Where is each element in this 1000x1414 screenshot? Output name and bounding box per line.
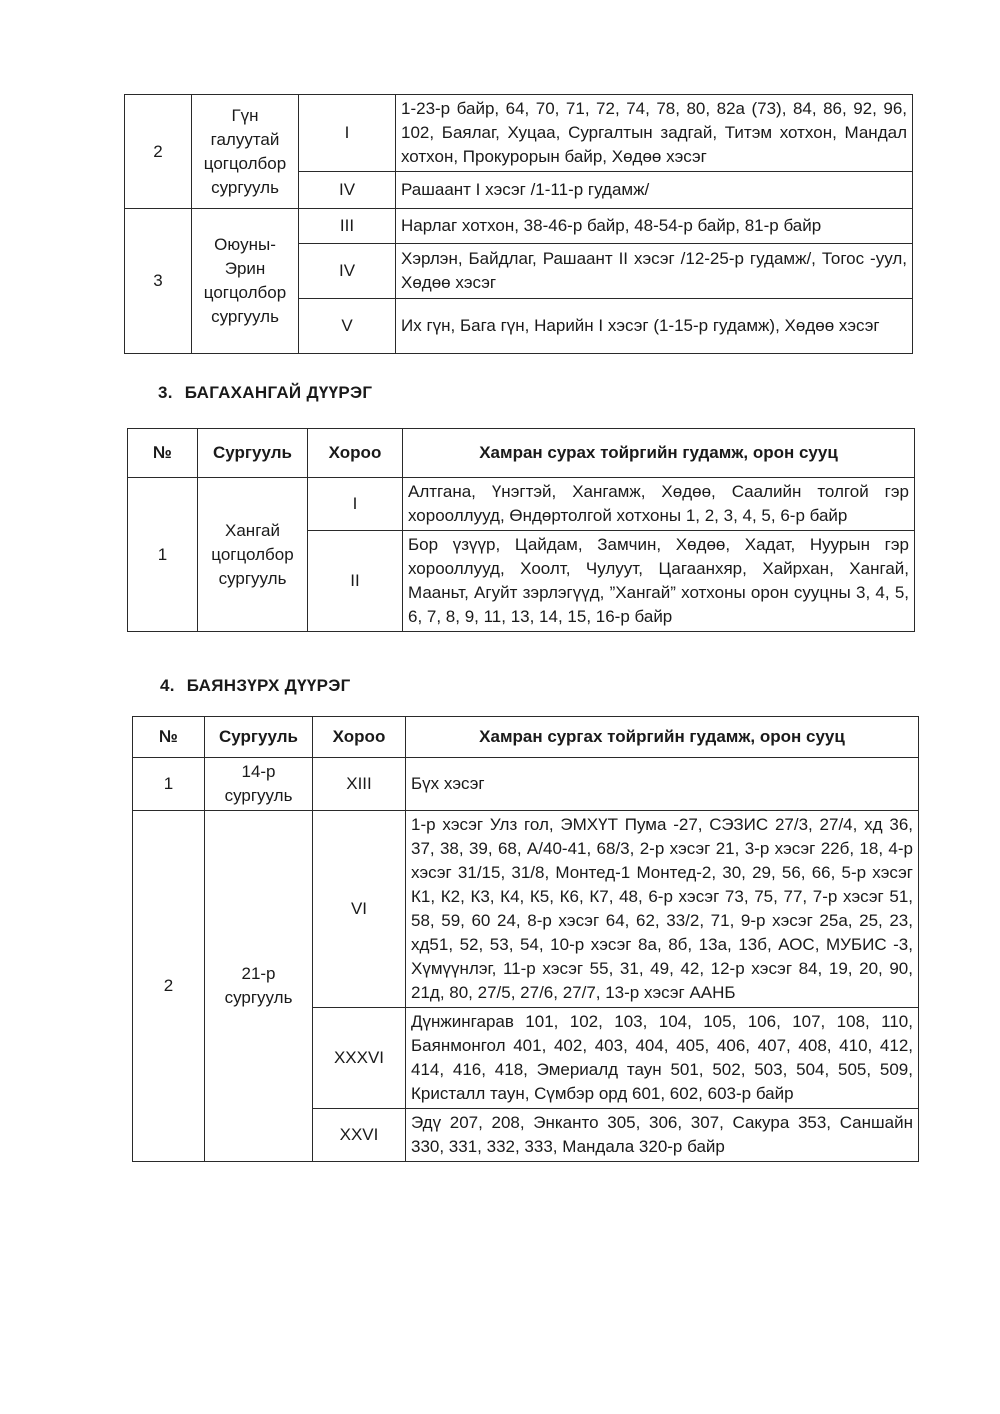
- school-name: Оюуны-Эрин цогцолбор сургууль: [192, 209, 299, 354]
- section-number: 3.: [158, 383, 173, 402]
- table-bagakhangai: [127, 428, 915, 632]
- table-row: [128, 478, 915, 531]
- header-no: №: [133, 717, 205, 758]
- school-name: Гүн галуутай цогцолбор сургууль: [192, 95, 299, 209]
- area-cell: Дүнжингарав 101, 102, 103, 104, 105, 106, 107, 108, 110, Баянмонгол 401, 402, 403, 404, 405, 406, 407, 408, 410, 412, 414, 416, 418, Эмериалд таун 501, 502, 503, 504, 505, 509, Кристалл таун, Сүмбэр орд 601, 602, 603-р байр: [406, 1008, 919, 1109]
- area-cell: Их гүн, Бага гүн, Нарийн I хэсэг (1-15-р гудамж), Хөдөө хэсэг: [396, 299, 913, 354]
- khoroo-cell: II: [308, 531, 403, 632]
- row-number: 2: [125, 95, 192, 209]
- row-number: 1: [128, 478, 198, 632]
- header-area: Хамран сургах тойргийн гудамж, орон сууц: [406, 717, 919, 758]
- school-name: 21-р сургууль: [205, 811, 313, 1162]
- table-row: [125, 209, 913, 244]
- school-name: Хангай цогцолбор сургууль: [198, 478, 308, 632]
- table-row: [133, 758, 919, 811]
- khoroo-cell: XIII: [313, 758, 406, 811]
- khoroo-cell: VI: [313, 811, 406, 1008]
- row-number: 2: [133, 811, 205, 1162]
- khoroo-cell: V: [299, 299, 396, 354]
- khoroo-cell: XXXVI: [313, 1008, 406, 1109]
- section-heading: [160, 676, 351, 696]
- table-row: [125, 95, 913, 172]
- header-no: №: [128, 429, 198, 478]
- header-school: Сургууль: [205, 717, 313, 758]
- area-cell: Эдү 207, 208, Энканто 305, 306, 307, Сакура 353, Саншайн 330, 331, 332, 333, Мандала 320-р байр: [406, 1109, 919, 1162]
- section-heading: [158, 383, 372, 403]
- area-cell: Бүх хэсэг: [406, 758, 919, 811]
- table-bayanzurkh: [132, 716, 919, 1162]
- table-header-row: [133, 717, 919, 758]
- table-continuation: [124, 94, 913, 354]
- section-title: БАГАХАНГАЙ ДҮҮРЭГ: [184, 383, 373, 402]
- table-header-row: [128, 429, 915, 478]
- school-name: 14-р сургууль: [205, 758, 313, 811]
- area-cell: Алтгана, Үнэгтэй, Хангамж, Хөдөө, Саалийн толгой гэр хорооллууд, Өндөртолгой хотхоны 1, 2, 3, 4, 5, 6-р байр: [403, 478, 915, 531]
- header-khoroo: Хороо: [313, 717, 406, 758]
- row-number: 1: [133, 758, 205, 811]
- khoroo-cell: IV: [299, 244, 396, 299]
- area-cell: Рашаант I хэсэг /1-11-р гудамж/: [396, 172, 913, 209]
- area-cell: Нарлаг хотхон, 38-46-р байр, 48-54-р байр, 81-р байр: [396, 209, 913, 244]
- area-cell: 1-р хэсэг Улз гол, ЭМХҮТ Пума -27, СЭЗИС 27/3, 27/4, хд 36, 37, 38, 39, 68, А/40-41, 68/3, 2-р хэсэг 21, 3-р хэсэг 22б, 18, 4-р хэсэг 31/15, 31/8, Монтед-1 Монтед-2, 30, 29, 56, 66, 5-р хэсэг К1, К2, К3, К4, К5, К6, К7, 48, 6-р хэсэг 73, 75, 77, 7-р хэсэг 51, 58, 59, 60 24, 8-р хэсэг 64, 62, 33/2, 71, 9-р хэсэг 25а, 25, 23, хд51, 52, 53, 54, 10-р хэсэг 8а, 8б, 13а, 13б, АОС, МУБИС -3, Хүмүүнлэг, 11-р хэсэг 55, 31, 49, 42, 12-р хэсэг 84, 19, 20, 90, 21д, 80, 27/5, 27/6, 27/7, 13-р хэсэг ААНБ: [406, 811, 919, 1008]
- khoroo-cell: I: [308, 478, 403, 531]
- khoroo-cell: IV: [299, 172, 396, 209]
- row-number: 3: [125, 209, 192, 354]
- khoroo-cell: III: [299, 209, 396, 244]
- header-area: Хамран сурах тойргийн гудамж, орон сууц: [403, 429, 915, 478]
- header-school: Сургууль: [198, 429, 308, 478]
- table-row: [133, 811, 919, 1008]
- area-cell: Бор үзүүр, Цайдам, Замчин, Хөдөө, Хадат, Нуурын гэр хорооллууд, Хоолт, Чулуут, Цагаанхяр, Хайрхан, Хангай, Мааньт, Агуйт зэрлэгүүд, ”Хангай” хотхоны орон сууцны 3, 4, 5, 6, 7, 8, 9, 11, 13, 14, 15, 16-р байр: [403, 531, 915, 632]
- area-cell: Хэрлэн, Байдлаг, Рашаант II хэсэг /12-25-р гудамж/, Тогос -уул, Хөдөө хэсэг: [396, 244, 913, 299]
- section-number: 4.: [160, 676, 175, 695]
- khoroo-cell: I: [299, 95, 396, 172]
- header-khoroo: Хороо: [308, 429, 403, 478]
- area-cell: 1-23-р байр, 64, 70, 71, 72, 74, 78, 80, 82а (73), 84, 86, 92, 96, 102, Баялаг, Хуцаа, Сургалтын задгай, Титэм хотхон, Мандал хотхон, Прокурорын байр, Хөдөө хэсэг: [396, 95, 913, 172]
- section-title: БАЯНЗҮРХ ДҮҮРЭГ: [186, 676, 351, 695]
- khoroo-cell: XXVI: [313, 1109, 406, 1162]
